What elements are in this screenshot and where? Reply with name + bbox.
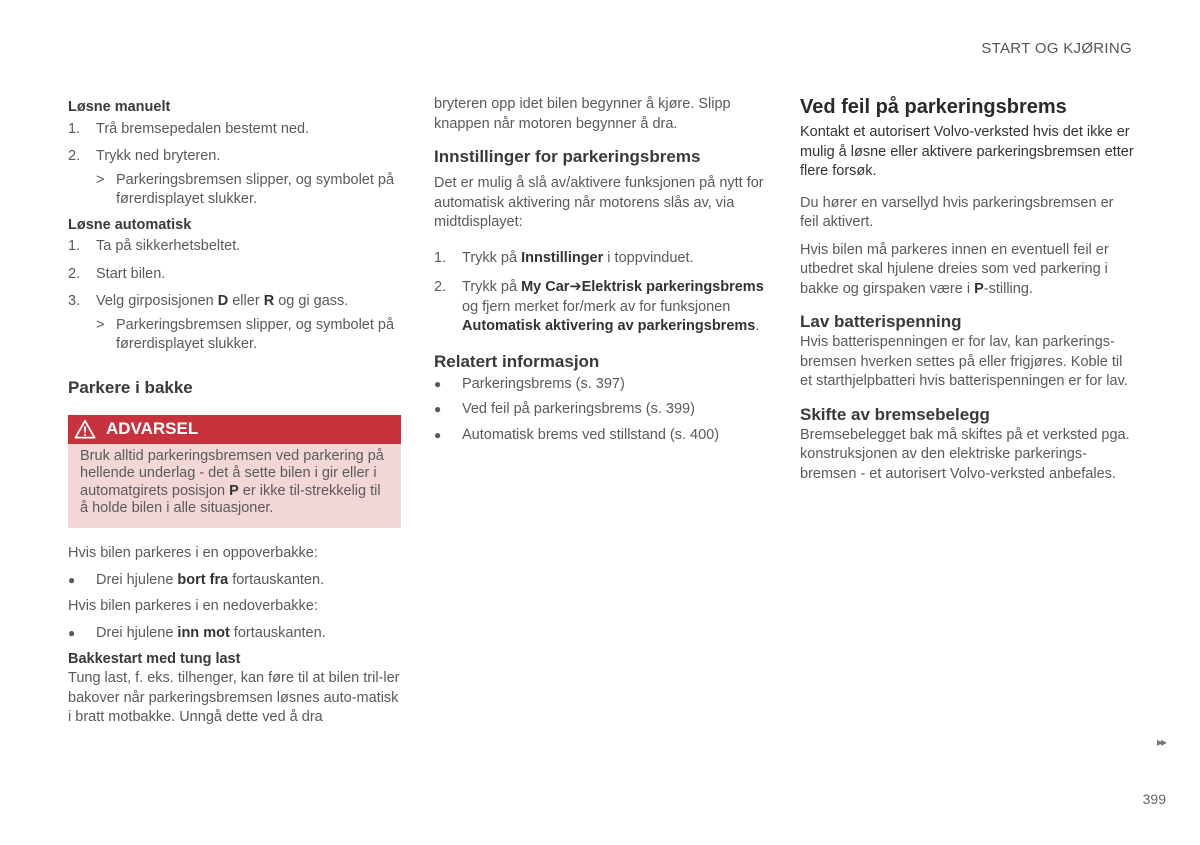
fault-intro: Kontakt et autorisert Volvo-verksted hvis det ikke er mulig å løsne eller aktivere parkeringsbremsen etter flere forsøk.: [800, 124, 1134, 179]
low-battery-text: Hvis batterispenningen er for lav, kan parkerings-bremsen hverken settes på eller frigjøres. Koble til et starthjelpbatteri hvis batterispenningen er for lav.: [800, 334, 1128, 389]
related-link[interactable]: ● Automatisk brems ved stillstand (s. 400): [434, 426, 769, 446]
related-heading: Relatert informasjon: [434, 351, 600, 371]
manual-step-1: 1. Trå bremsepedalen bestemt ned.: [68, 120, 310, 137]
settings-step-2: 2. Trykk på My Car➔Elektrisk parkeringsbrems og fjern merket for/merk av for funksjonen Automatisk aktivering av parkeringsbrems.: [434, 279, 764, 334]
manual-step-2: 2. Trykk ned bryteren.: [68, 148, 221, 164]
column-left: [68, 95, 401, 728]
auto-step-1: 1. Ta på sikkerhetsbeltet.: [68, 238, 241, 254]
downhill-text: Hvis bilen parkeres i en nedoverbakke:: [68, 597, 318, 614]
arrow-right-icon: ➔: [569, 279, 582, 295]
uphill-text: Hvis bilen parkeres i en oppoverbakke:: [68, 544, 318, 561]
manual-result: > Parkeringsbremsen slipper, og symbolet på førerdisplayet slukker.: [96, 171, 395, 207]
bullet-icon: ●: [434, 402, 442, 416]
auto-release-heading: Løsne automatisk: [68, 216, 192, 233]
bullet-icon: ●: [68, 626, 76, 640]
downhill-bullet: ● Drei hjulene inn mot fortauskanten.: [68, 624, 401, 644]
continued-text: bryteren opp idet bilen begynner å kjøre. Slipp knappen når motoren begynner å dra.: [434, 96, 731, 132]
warning-triangle-icon: [74, 419, 96, 439]
column-right: [800, 95, 1135, 484]
brake-pads-text: Bremsebelegget bak må skiftes på et verksted pga. konstruksjonen av den elektriske parkerings-bremsen - et autorisert Volvo-verksted anbefales.: [800, 426, 1130, 482]
section-header: START OG KJØRING: [981, 40, 1132, 57]
auto-result: > Parkeringsbremsen slipper, og symbolet på førerdisplayet slukker.: [96, 316, 395, 352]
bullet-icon: ●: [434, 376, 442, 391]
manual-release-heading: Løsne manuelt: [68, 99, 171, 115]
column-middle: [434, 95, 769, 445]
brake-pads-heading: Skifte av bremsebelegg: [800, 404, 990, 424]
uphill-bullet: ● Drei hjulene bort fra fortauskanten.: [68, 571, 401, 591]
settings-step-1: 1. Trykk på Innstillinger i toppvinduet.: [434, 249, 694, 266]
heavy-load-heading: Bakkestart med tung last: [68, 650, 241, 667]
warning-text: Bruk alltid parkeringsbremsen ved parkering på hellende underlag - det å sette bilen i gir eller i automatgirets posisjon P er ikke til-strekkelig til å holde bilen i alle situasjoner.: [80, 447, 384, 516]
related-link[interactable]: ● Ved feil på parkeringsbrems (s. 399): [434, 400, 769, 420]
hill-parking-heading: Parkere i bakke: [68, 377, 193, 397]
auto-step-3: 3. Velg girposisjonen D eller R og gi gass.: [68, 293, 349, 309]
warning-header: [68, 415, 401, 444]
auto-step-2: 2. Start bilen.: [68, 265, 166, 282]
low-battery-heading: Lav batterispenning: [800, 312, 962, 331]
bullet-icon: ●: [434, 427, 442, 442]
fault-p1: Du hører en varsellyd hvis parkeringsbremsen er feil aktivert.: [800, 194, 1114, 230]
fault-title: Ved feil på parkeringsbrems: [800, 96, 1067, 118]
fault-p2: Hvis bilen må parkeres innen en eventuell feil er utbedret skal hjulene dreies som ved parkering i bakke og girspaken være i P-stilling.: [800, 241, 1109, 297]
warning-box: [68, 415, 401, 528]
settings-text: Det er mulig å slå av/aktivere funksjonen på nytt for automatisk aktivering når motorens slås av, via midtdisplayet:: [434, 175, 764, 230]
continue-arrows-icon: ▸▸: [1156, 735, 1165, 749]
page-number: 399: [1142, 791, 1166, 807]
heavy-load-text: Tung last, f. eks. tilhenger, kan føre til at bilen tril-ler bakover når parkeringsbremsen løsnes auto-matisk i bratt motbakke. Unngå dette ved å dra: [68, 670, 400, 725]
bullet-icon: ●: [68, 573, 76, 587]
related-link[interactable]: ● Parkeringsbrems (s. 397): [434, 375, 769, 395]
warning-title: ADVARSEL: [106, 419, 199, 439]
settings-heading: Innstillinger for parkeringsbrems: [434, 147, 701, 166]
